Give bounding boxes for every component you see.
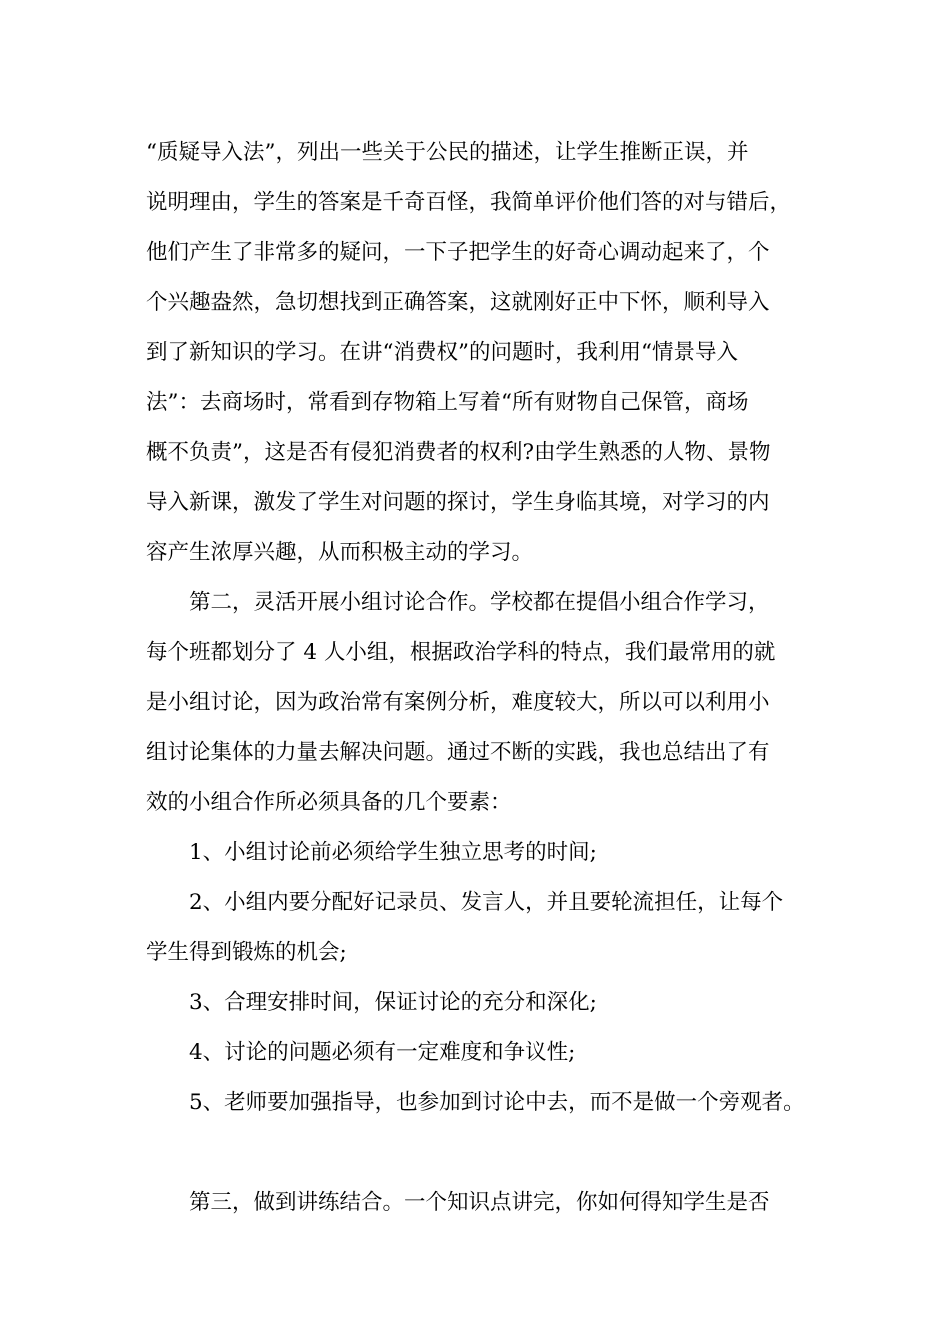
paragraph-1 [146,128,826,578]
list-item-continuation: 学生得到锻炼的机会; [146,940,347,965]
list-item: 1、小组讨论前必须给学生独立思考的时间; [189,840,597,865]
text-line: 法”：去商场时，常看到存物箱上写着“所有财物自己保管，商场 [146,390,749,415]
paragraph-gap [146,1128,826,1178]
text-line: 是小组讨论，因为政治常有案例分析，难度较大，所以可以利用小 [146,690,770,715]
text-line: 第三，做到讲练结合。一个知识点讲完，你如何得知学生是否 [189,1190,770,1215]
text-line: 效的小组合作所必须具备的几个要素： [146,790,512,815]
text-line: 个兴趣盎然，急切想找到正确答案，这就刚好正中下怀，顺利导入 [146,290,770,315]
list-item: 2、小组内要分配好记录员、发言人，并且要轮流担任，让每个 [189,890,784,915]
document-page [146,128,826,1228]
text-line: 到了新知识的学习。在讲“消费权”的问题时，我利用“情景导入 [146,340,738,365]
text-line: 每个班都划分了 4 人小组，根据政治学科的特点，我们最常用的就 [146,640,776,665]
text-line: 说明理由，学生的答案是千奇百怪，我简单评价他们答的对与错后， [146,190,792,215]
list-item: 3、合理安排时间，保证讨论的充分和深化; [189,990,597,1015]
paragraph-2 [146,578,826,828]
list-item: 4、讨论的问题必须有一定难度和争议性; [189,1040,576,1065]
requirements-list [146,828,826,1128]
list-item: 5、老师要加强指导，也参加到讨论中去，而不是做一个旁观者。 [189,1090,805,1115]
text-line: 他们产生了非常多的疑问，一下子把学生的好奇心调动起来了，个 [146,240,770,265]
text-line: “质疑导入法”，列出一些关于公民的描述，让学生推断正误，并 [146,140,749,165]
text-line: 组讨论集体的力量去解决问题。通过不断的实践，我也总结出了有 [146,740,770,765]
text-line: 概不负责”，这是否有侵犯消费者的权利?由学生熟悉的人物、景物 [146,440,771,465]
text-line: 第二，灵活开展小组讨论合作。学校都在提倡小组合作学习， [189,590,770,615]
paragraph-3 [146,1178,826,1228]
text-line: 导入新课，激发了学生对问题的探讨，学生身临其境，对学习的内 [146,490,770,515]
text-line: 容产生浓厚兴趣，从而积极主动的学习。 [146,540,534,565]
